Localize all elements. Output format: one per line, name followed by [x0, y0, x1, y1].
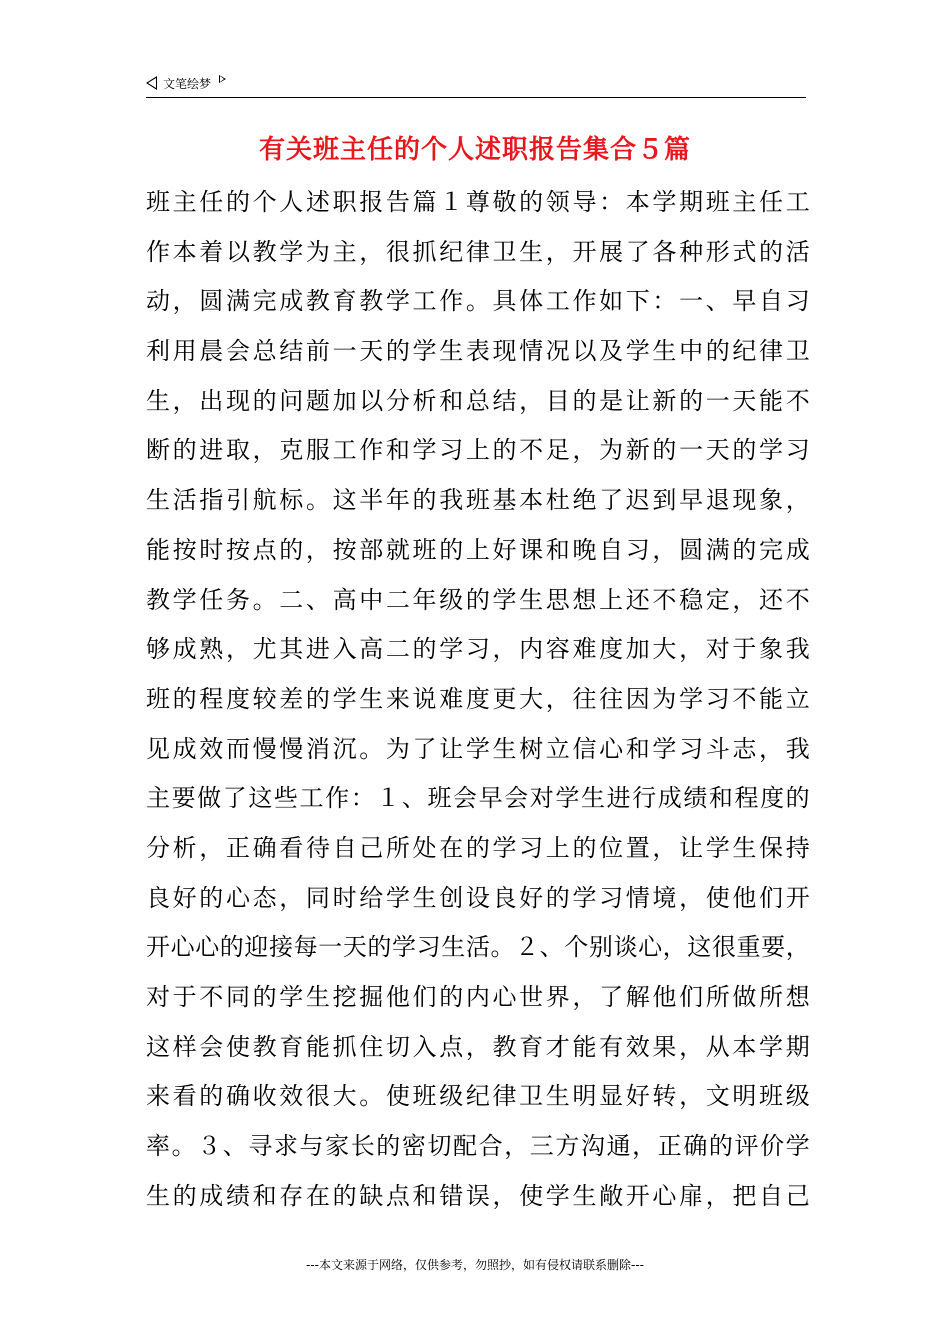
brand-name: 文笔绘梦	[163, 76, 212, 91]
body-line: 班的程度较差的学生来说难度更大，往往因为学习不能立	[146, 684, 810, 713]
body-line: 来看的确收效很大。使班级纪律卫生明显好转，文明班级	[146, 1082, 810, 1111]
triangle-left-icon	[146, 76, 157, 90]
body-line: 利用晨会总结前一天的学生表现情况以及学生中的纪律卫	[146, 337, 810, 366]
body-line: 良好的心态，同时给学生创设良好的学习情境，使他们开	[146, 883, 810, 912]
body-line: 这样会使教育能抓住切入点，教育才能有效果，从本学期	[146, 1032, 810, 1061]
body-line: 作本着以教学为主，很抓纪律卫生，开展了各种形式的活	[146, 237, 810, 266]
body-line: 断的进取，克服工作和学习上的不足，为新的一天的学习	[146, 436, 810, 465]
document-title: 有关班主任的个人述职报告集合５篇	[258, 135, 691, 165]
footer-notice: ---本文来源于网络，仅供参考，勿照抄，如有侵权请联系删除---	[306, 1258, 644, 1272]
body-line: 见成效而慢慢消沉。为了让学生树立信心和学习斗志，我	[146, 734, 810, 763]
body-line: 生活指引航标。这半年的我班基本杜绝了迟到早退现象，	[146, 486, 810, 515]
body-line: 分析，正确看待自己所处在的学习上的位置，让学生保持	[146, 833, 810, 862]
body-line: 生的成绩和存在的缺点和错误，使学生敞开心扉，把自己	[146, 1181, 810, 1210]
body-line: 开心心的迎接每一天的学习生活。２、个别谈心，这很重要，	[146, 933, 810, 962]
body-line: 主要做了这些工作：１、班会早会对学生进行成绩和程度的	[146, 784, 810, 813]
body-line: 动，圆满完成教育教学工作。具体工作如下：一、早自习	[146, 287, 810, 316]
body-line: 够成熟，尤其进入高二的学习，内容难度加大，对于象我	[146, 635, 810, 664]
header-divider	[146, 97, 806, 98]
body-line: 率。３、寻求与家长的密切配合，三方沟通，正确的评价学	[146, 1132, 810, 1161]
body-line: 生，出现的问题加以分析和总结，目的是让新的一天能不	[146, 386, 810, 415]
body-line: 教学任务。二、高中二年级的学生思想上还不稳定，还不	[146, 585, 810, 614]
body-line: 能按时按点的，按部就班的上好课和晚自习，圆满的完成	[146, 535, 810, 564]
document-body	[146, 178, 810, 1221]
body-line: 班主任的个人述职报告篇１尊敬的领导：本学期班主任工	[146, 188, 810, 216]
body-line: 对于不同的学生挖掘他们的内心世界，了解他们所做所想	[146, 983, 810, 1011]
triangle-right-icon	[219, 75, 226, 83]
page-header	[146, 70, 806, 96]
